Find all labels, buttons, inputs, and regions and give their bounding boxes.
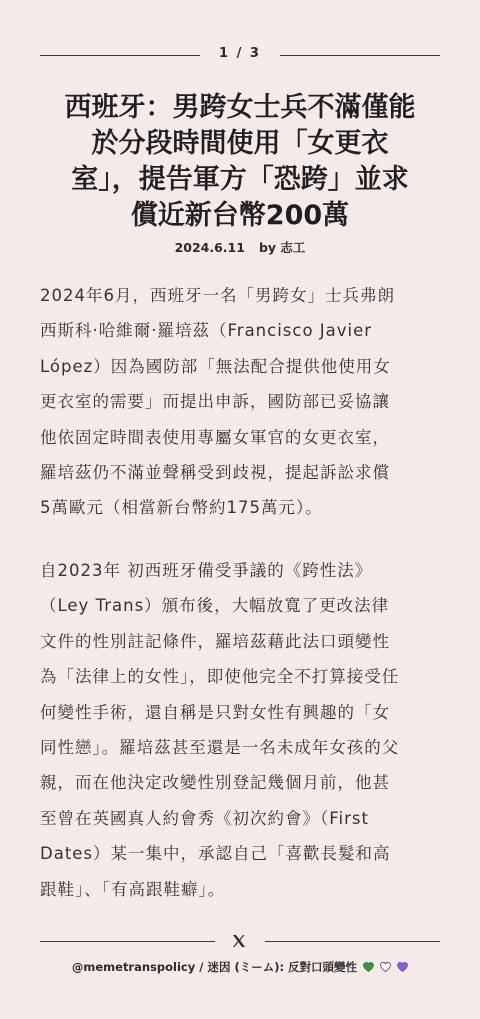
byline bbox=[40, 238, 440, 256]
footer-attribution bbox=[30, 959, 450, 975]
publish-date: 2024.6.11 bbox=[174, 240, 245, 255]
byline-by: by bbox=[258, 240, 277, 255]
article-title bbox=[30, 90, 450, 234]
paragraph-line: 西斯科·哈維爾·羅培茲（Francisco Javier bbox=[40, 321, 373, 341]
header-divider-right bbox=[280, 55, 440, 56]
paragraph-line: 他依固定時間表使用專屬女軍官的女更衣室， bbox=[40, 427, 390, 447]
author-name: 志工 bbox=[280, 240, 306, 255]
x-logo-icon[interactable] bbox=[231, 933, 247, 949]
title-line: 室」，提告軍方「恐跨」並求 bbox=[71, 164, 409, 195]
white-heart-icon bbox=[380, 962, 391, 972]
paragraph-line: 跟鞋」、「有高跟鞋癖」。 bbox=[40, 879, 226, 899]
title-line: 西班牙：男跨女士兵不滿僅能 bbox=[64, 92, 416, 123]
green-heart-icon bbox=[363, 962, 374, 972]
paragraph-line: 何變性手術，還自稱是只對女性有興趣的「女 bbox=[40, 702, 390, 722]
paragraph-2 bbox=[40, 553, 440, 907]
paragraph-line: Dates）某一集中，承認自己「喜歡長髮和高 bbox=[40, 844, 391, 864]
title-line: 償近新台幣200萬 bbox=[130, 200, 350, 231]
footer-divider-right bbox=[265, 941, 440, 942]
paragraph-line: （Ley Trans）頒布後，大幅放寬了更改法律 bbox=[40, 596, 390, 616]
purple-heart-icon bbox=[397, 962, 408, 972]
paragraph-line: López）因為國防部「無法配合提供他使用女 bbox=[40, 356, 391, 376]
paragraph-line: 文件的性別註記條件，羅培茲藉此法口頭變性 bbox=[40, 631, 390, 651]
paragraph-line: 2024年6月，西班牙一名「男跨女」士兵弗朗 bbox=[40, 286, 395, 305]
paragraph-1 bbox=[40, 278, 440, 526]
page-indicator: 1 / 3 bbox=[219, 46, 261, 61]
footer-divider-left bbox=[40, 941, 215, 942]
paragraph-line: 自2023年 初西班牙備受爭議的《跨性法》 bbox=[40, 561, 373, 580]
paragraph-line: 親，而在他決定改變性別登記幾個月前，他甚 bbox=[40, 773, 390, 793]
paragraph-line: 5萬歐元（相當新台幣約175萬元）。 bbox=[40, 498, 323, 518]
paragraph-line: 同性戀」。羅培茲甚至還是一名未成年女孩的父 bbox=[40, 738, 400, 758]
header-divider-left bbox=[40, 55, 200, 56]
paragraph-line: 羅培茲仍不滿並聲稱受到歧視，提起訴訟求償 bbox=[40, 463, 390, 483]
title-line: 於分段時間使用「女更衣 bbox=[91, 128, 389, 159]
paragraph-line: 更衣室的需要」而提出申訴，國防部已妥協讓 bbox=[40, 392, 390, 412]
paragraph-line: 至曾在英國真人約會秀《初次約會》（First bbox=[40, 808, 369, 828]
account-handle: @memetranspolicy / 迷因 (ミーム): 反對口頭變性 bbox=[71, 960, 358, 974]
paragraph-line: 為「法律上的女性」，即使他完全不打算接受任 bbox=[40, 667, 400, 687]
